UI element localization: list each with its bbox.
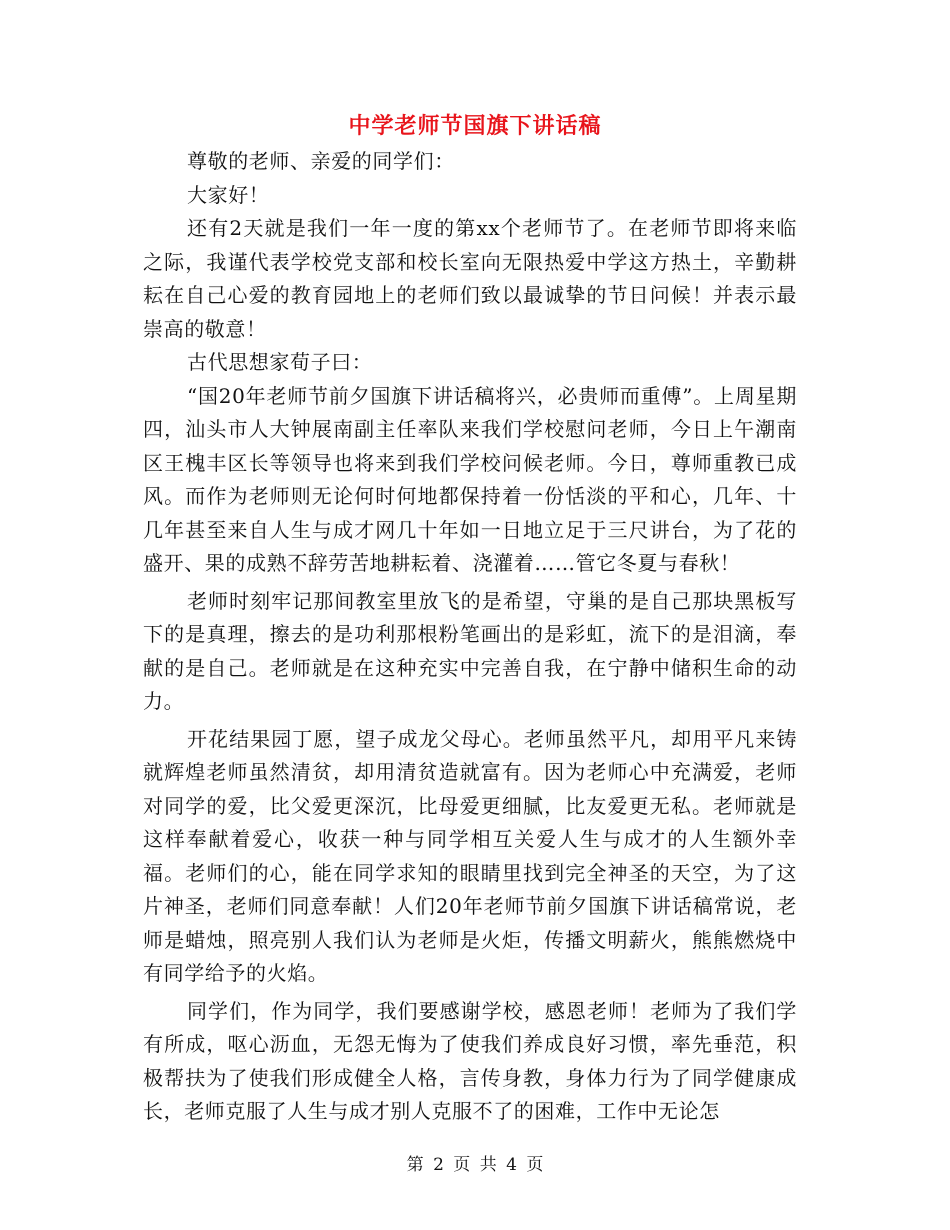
paragraph-gardener: 开花结果园丁愿，望子成龙父母心。老师虽然平凡，却用平凡来铸就辉煌老师虽然清贫，却用清贫造就富有。因为老师心中充满爱，老师对同学的爱，比父爱更深沉，比母爱更细腻，比友爱更无私。老师就是这样奉献着爱心，收获一种与同学相互关爱人生与成才的人生额外幸福。老师们的心，能在同学求知的眼睛里找到完全神圣的天空，为了这片神圣，老师们同意奉献！人们20年老师节前夕国旗下讲话稿常说，老师是蜡烛，照亮别人我们认为老师是火炬，传播文明薪火，熊熊燃烧中有同学给予的火焰。 bbox=[143, 726, 797, 985]
paragraph-quote: “国20年老师节前夕国旗下讲话稿将兴，必贵师而重傅”。上周星期四，汕头市人大钟展南副主任率队来我们学校慰问老师，今日上午潮南区王槐丰区长等领导也将来到我们学校问候老师。今日，尊师重教已成风。而作为老师则无论何时何地都保持着一份恬淡的平和心，几年、十几年甚至来自人生与成才网几十年如一日地立足于三尺讲台，为了花的盛开、果的成熟不辞劳苦地耕耘着、浇灌着……管它冬夏与春秋！ bbox=[143, 383, 797, 575]
paragraph-quote-lead: 古代思想家荀子曰： bbox=[187, 350, 373, 374]
paragraph-salutation: 尊敬的老师、亲爱的同学们： bbox=[187, 149, 455, 173]
document-title: 中学老师节国旗下讲话稿 bbox=[348, 113, 602, 139]
paragraph-gratitude: 同学们，作为同学，我们要感谢学校，感恩老师！老师为了我们学有所成，呕心沥血，无怨无悔为了使我们养成良好习惯，率先垂范，积极帮扶为了使我们形成健全人格，言传身教，身体力行为了同学健康成长，老师克服了人生与成才别人克服不了的困难，工作中无论怎 bbox=[143, 998, 797, 1123]
paragraph-greeting: 大家好！ bbox=[187, 182, 270, 207]
document-body bbox=[143, 145, 797, 1129]
page-number-footer: 第 2 页 共 4 页 bbox=[406, 1155, 544, 1175]
paragraph-intro: 还有2天就是我们一年一度的第xx个老师节了。在老师节即将来临之际，我谨代表学校党支部和校长室向无限热爱中学这方热土，辛勤耕耘在自己心爱的教育园地上的老师们致以最诚挚的节日问候！并表示最崇高的敬意！ bbox=[143, 216, 797, 341]
paragraph-classroom: 老师时刻牢记那间教室里放飞的是希望，守巢的是自己那块黑板写下的是真理，擦去的是功利那根粉笔画出的是彩虹，流下的是泪滴，奉献的是自己。老师就是在这种充实中完善自我，在宁静中储积生命的动力。 bbox=[143, 588, 797, 713]
